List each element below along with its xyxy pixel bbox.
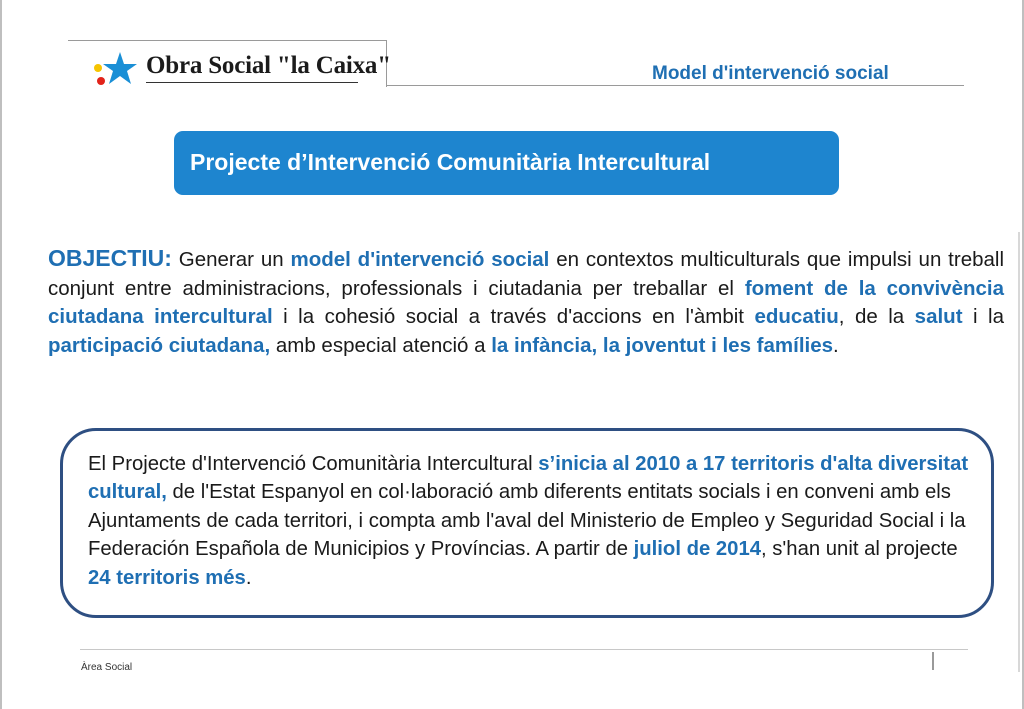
header-divider bbox=[386, 85, 964, 86]
info-paragraph bbox=[88, 450, 978, 592]
info-text-3: , s'han unit al projecte bbox=[761, 538, 958, 561]
slide-border-left bbox=[0, 0, 2, 709]
objective-label: OBJECTIU: bbox=[48, 245, 172, 271]
objective-text-3: i la cohesió social a través d'accions en l'àmbit bbox=[272, 305, 755, 329]
objective-text-2: en contextos multiculturals que impulsi un treball conjunt entre administracions, professionals i ciutadania per treballar el bbox=[48, 248, 1005, 300]
objective-text-5: i la bbox=[962, 305, 1005, 329]
banner-title: Projecte d’Intervenció Comunitària Intercultural bbox=[190, 149, 711, 175]
logo-text: Obra Social "la Caixa" bbox=[146, 52, 391, 79]
info-highlight-3: 24 territoris més bbox=[88, 566, 246, 589]
logo-underline bbox=[146, 82, 358, 83]
objective-highlight-4: salut bbox=[914, 305, 963, 329]
info-text-2: de l'Estat Espanyol en col·laboració amb diferents entitats socials i en conveni amb els Ajuntaments de cada territori, i compta amb l'aval del Ministerio de Empleo y Seguridad Social i la Federación Española de Municipios y Províncias. A partir de bbox=[88, 481, 966, 561]
footer-divider bbox=[80, 649, 968, 650]
objective-highlight-6: la infància, la joventut i les famílies bbox=[491, 333, 834, 357]
objective-paragraph bbox=[48, 244, 1004, 360]
title-banner bbox=[174, 131, 839, 195]
objective-highlight-1: model d'intervenció social bbox=[290, 248, 550, 271]
objective-highlight-3: educatiu bbox=[754, 305, 839, 329]
caixa-star-logo-icon bbox=[92, 50, 142, 90]
footer-label: Àrea Social bbox=[81, 662, 133, 673]
objective-highlight-2: foment de la convivència ciutadana intercultural bbox=[48, 276, 1004, 329]
footer-marker bbox=[932, 652, 934, 670]
objective-text-7: . bbox=[833, 333, 839, 357]
info-highlight-2: juliol de 2014 bbox=[633, 538, 762, 561]
objective-text-6: amb especial atenció a bbox=[270, 333, 492, 357]
objective-text-1: Generar un bbox=[171, 248, 291, 271]
info-text-1: El Projecte d'Intervenció Comunitària Intercultural bbox=[88, 453, 539, 475]
objective-text-4: , de la bbox=[838, 305, 915, 329]
objective-highlight-5: participació ciutadana, bbox=[48, 333, 271, 357]
slide-border-accent bbox=[1018, 232, 1020, 672]
info-highlight-1: s’inicia al 2010 a 17 territoris d'alta diversitat cultural, bbox=[88, 453, 969, 504]
header-title: Model d'intervenció social bbox=[652, 63, 889, 84]
info-text-4: . bbox=[245, 566, 252, 589]
